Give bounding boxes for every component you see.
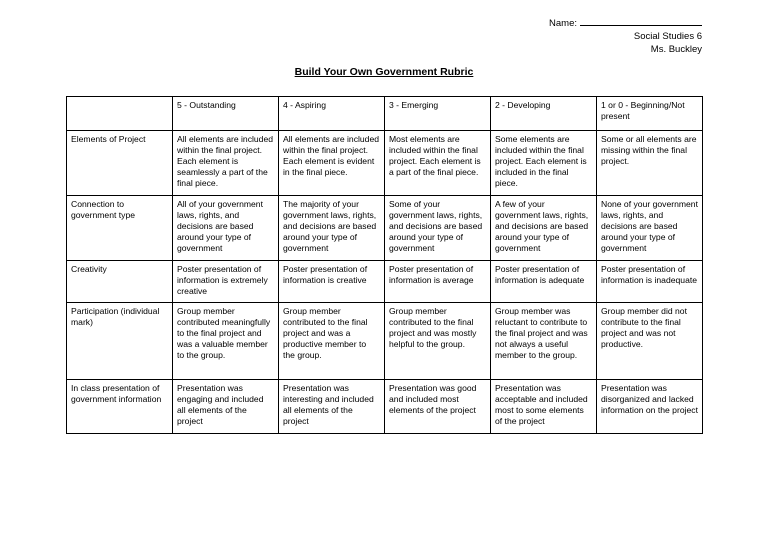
rubric-cell: Some elements are included within the final project. Each element is included in the final piece. — [491, 131, 597, 196]
table-row — [67, 261, 703, 303]
rubric-cell: Poster presentation of information is inadequate — [597, 261, 703, 303]
rubric-cell: The majority of your government laws, rights, and decisions are based around your type of government — [279, 196, 385, 261]
rubric-cell: All elements are included within the final project. Each element is seamlessly a part of the final piece. — [173, 131, 279, 196]
rubric-cell: All elements are included within the final project. Each element is evident in the final piece. — [279, 131, 385, 196]
header-cell-emerging: 3 - Emerging — [385, 97, 491, 131]
rubric-cell: Some or all elements are missing within the final project. — [597, 131, 703, 196]
table-row — [67, 196, 703, 261]
header-cell-developing: 2 - Developing — [491, 97, 597, 131]
rubric-table — [66, 96, 703, 434]
document-title-container — [0, 66, 768, 78]
rubric-cell: Poster presentation of information is average — [385, 261, 491, 303]
name-label: Name: — [549, 18, 577, 29]
rubric-cell: Group member did not contribute to the final project and was not productive. — [597, 303, 703, 380]
document-title: Build Your Own Government Rubric — [294, 66, 474, 78]
rubric-cell: Group member contributed meaningfully to the final project and was a valuable member to the group. — [173, 303, 279, 380]
class-name: Social Studies 6 — [633, 31, 702, 42]
header-row — [67, 97, 703, 131]
name-field — [549, 16, 702, 30]
criterion-cell: Elements of Project — [67, 131, 173, 196]
rubric-cell: Presentation was acceptable and included most to some elements of the project — [491, 380, 597, 434]
rubric-cell: None of your government laws, rights, and decisions are based around your type of government — [597, 196, 703, 261]
rubric-cell: Group member contributed to the final project and was a productive member to the group. — [279, 303, 385, 380]
header-cell-beginning: 1 or 0 - Beginning/Not present — [597, 97, 703, 131]
rubric-cell: Presentation was interesting and included all elements of the project — [279, 380, 385, 434]
criterion-cell: In class presentation of government information — [67, 380, 173, 434]
document-header — [549, 16, 702, 56]
header-cell-aspiring: 4 - Aspiring — [279, 97, 385, 131]
rubric-cell: Group member was reluctant to contribute to the final project and was not always a useful member to the group. — [491, 303, 597, 380]
rubric-cell: A few of your government laws, rights, and decisions are based around your type of government — [491, 196, 597, 261]
rubric-cell: Presentation was disorganized and lacked information on the project — [597, 380, 703, 434]
rubric-cell: Poster presentation of information is extremely creative — [173, 261, 279, 303]
header-cell-outstanding: 5 - Outstanding — [173, 97, 279, 131]
header-cell-empty — [67, 97, 173, 131]
rubric-cell: Group member contributed to the final project and was mostly helpful to the group. — [385, 303, 491, 380]
table-row — [67, 303, 703, 380]
table-row — [67, 131, 703, 196]
rubric-cell: Most elements are included within the final project. Each element is a part of the final piece. — [385, 131, 491, 196]
table-row — [67, 380, 703, 434]
rubric-cell: Presentation was engaging and included all elements of the project — [173, 380, 279, 434]
teacher-name: Ms. Buckley — [650, 44, 702, 55]
rubric-cell: Some of your government laws, rights, and decisions are based around your type of government — [385, 196, 491, 261]
criterion-cell: Participation (individual mark) — [67, 303, 173, 380]
rubric-cell: Poster presentation of information is creative — [279, 261, 385, 303]
name-blank-line — [580, 16, 702, 26]
rubric-cell: Presentation was good and included most elements of the project — [385, 380, 491, 434]
criterion-cell: Connection to government type — [67, 196, 173, 261]
criterion-cell: Creativity — [67, 261, 173, 303]
rubric-cell: Poster presentation of information is adequate — [491, 261, 597, 303]
rubric-cell: All of your government laws, rights, and decisions are based around your type of government — [173, 196, 279, 261]
